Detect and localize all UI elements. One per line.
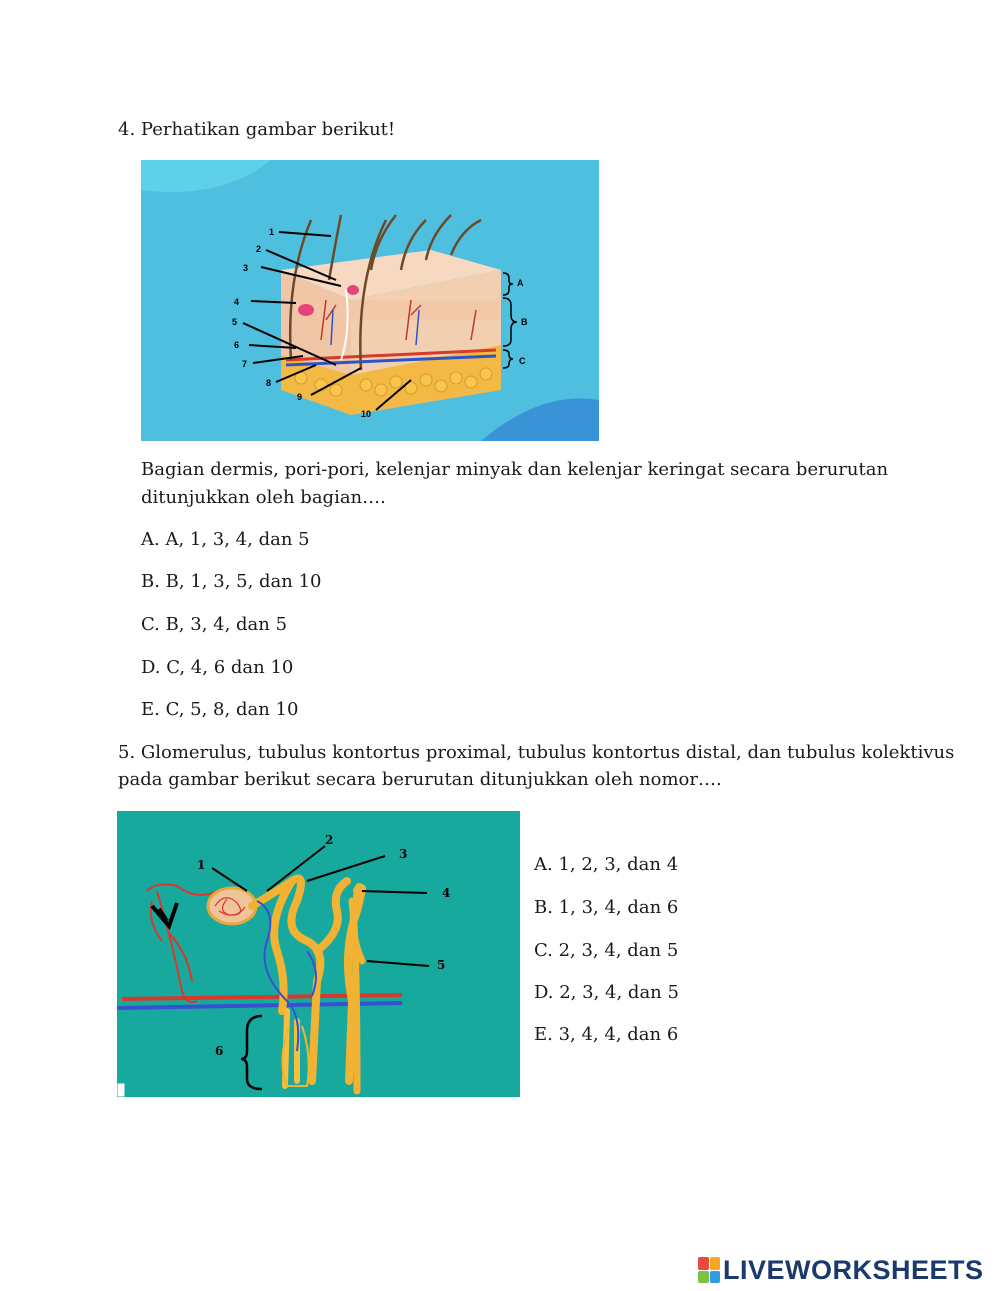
- q4-option-a[interactable]: A. A, 1, 3, 4, dan 5: [141, 529, 310, 550]
- q5-option-a[interactable]: A. 1, 2, 3, dan 4: [534, 854, 679, 875]
- q5-option-b[interactable]: B. 1, 3, 4, dan 6: [534, 897, 679, 918]
- nephron-label-2: 2: [325, 833, 334, 847]
- q5-question-line1: 5. Glomerulus, tubulus kontortus proximal, tubulus kontortus distal, dan tubulus kolektivus: [118, 742, 955, 763]
- liveworksheets-logo: [698, 1255, 984, 1285]
- q4-option-e[interactable]: E. C, 5, 8, dan 10: [141, 699, 299, 720]
- nephron-label-3: 3: [399, 847, 408, 861]
- liveworksheets-wordmark: LIVEWORKSHEETS: [723, 1254, 984, 1285]
- nephron-label-6: 6: [215, 1044, 224, 1058]
- q5-question-line2: pada gambar berikut secara berurutan ditunjukkan oleh nomor….: [118, 769, 722, 790]
- skin-diagram: [141, 160, 599, 441]
- q4-question: 4. Perhatikan gambar berikut!: [118, 119, 396, 140]
- q4-option-d[interactable]: D. C, 4, 6 dan 10: [141, 657, 294, 678]
- skin-label-2: 2: [256, 244, 262, 254]
- q4-prompt-line1: Bagian dermis, pori-pori, kelenjar minyak dan kelenjar keringat secara berurutan: [141, 459, 889, 480]
- skin-label-1: 1: [269, 227, 275, 237]
- q4-option-b[interactable]: B. B, 1, 3, 5, dan 10: [141, 571, 322, 592]
- nephron-label-5: 5: [437, 958, 446, 972]
- skin-label-C: C: [519, 356, 526, 366]
- skin-label-7: 7: [242, 359, 248, 369]
- nephron-label-4: 4: [442, 886, 451, 900]
- skin-label-A: A: [517, 278, 524, 288]
- nephron-diagram: [117, 811, 520, 1097]
- q4-option-c[interactable]: C. B, 3, 4, dan 5: [141, 614, 288, 635]
- skin-label-9: 9: [297, 392, 303, 402]
- nephron-label-1: 1: [197, 858, 206, 872]
- skin-label-3: 3: [243, 263, 249, 273]
- skin-label-4: 4: [234, 297, 240, 307]
- skin-label-B: B: [521, 317, 528, 327]
- q4-prompt-line2: ditunjukkan oleh bagian….: [141, 487, 386, 508]
- q5-option-d[interactable]: D. 2, 3, 4, dan 5: [534, 982, 679, 1003]
- skin-label-8: 8: [266, 378, 272, 388]
- liveworksheets-logo-icon: [698, 1257, 720, 1283]
- skin-label-5: 5: [232, 317, 238, 327]
- q5-option-e[interactable]: E. 3, 4, 4, dan 6: [534, 1024, 679, 1045]
- q5-option-c[interactable]: C. 2, 3, 4, dan 5: [534, 940, 679, 961]
- skin-label-10: 10: [361, 409, 372, 419]
- skin-label-6: 6: [234, 340, 240, 350]
